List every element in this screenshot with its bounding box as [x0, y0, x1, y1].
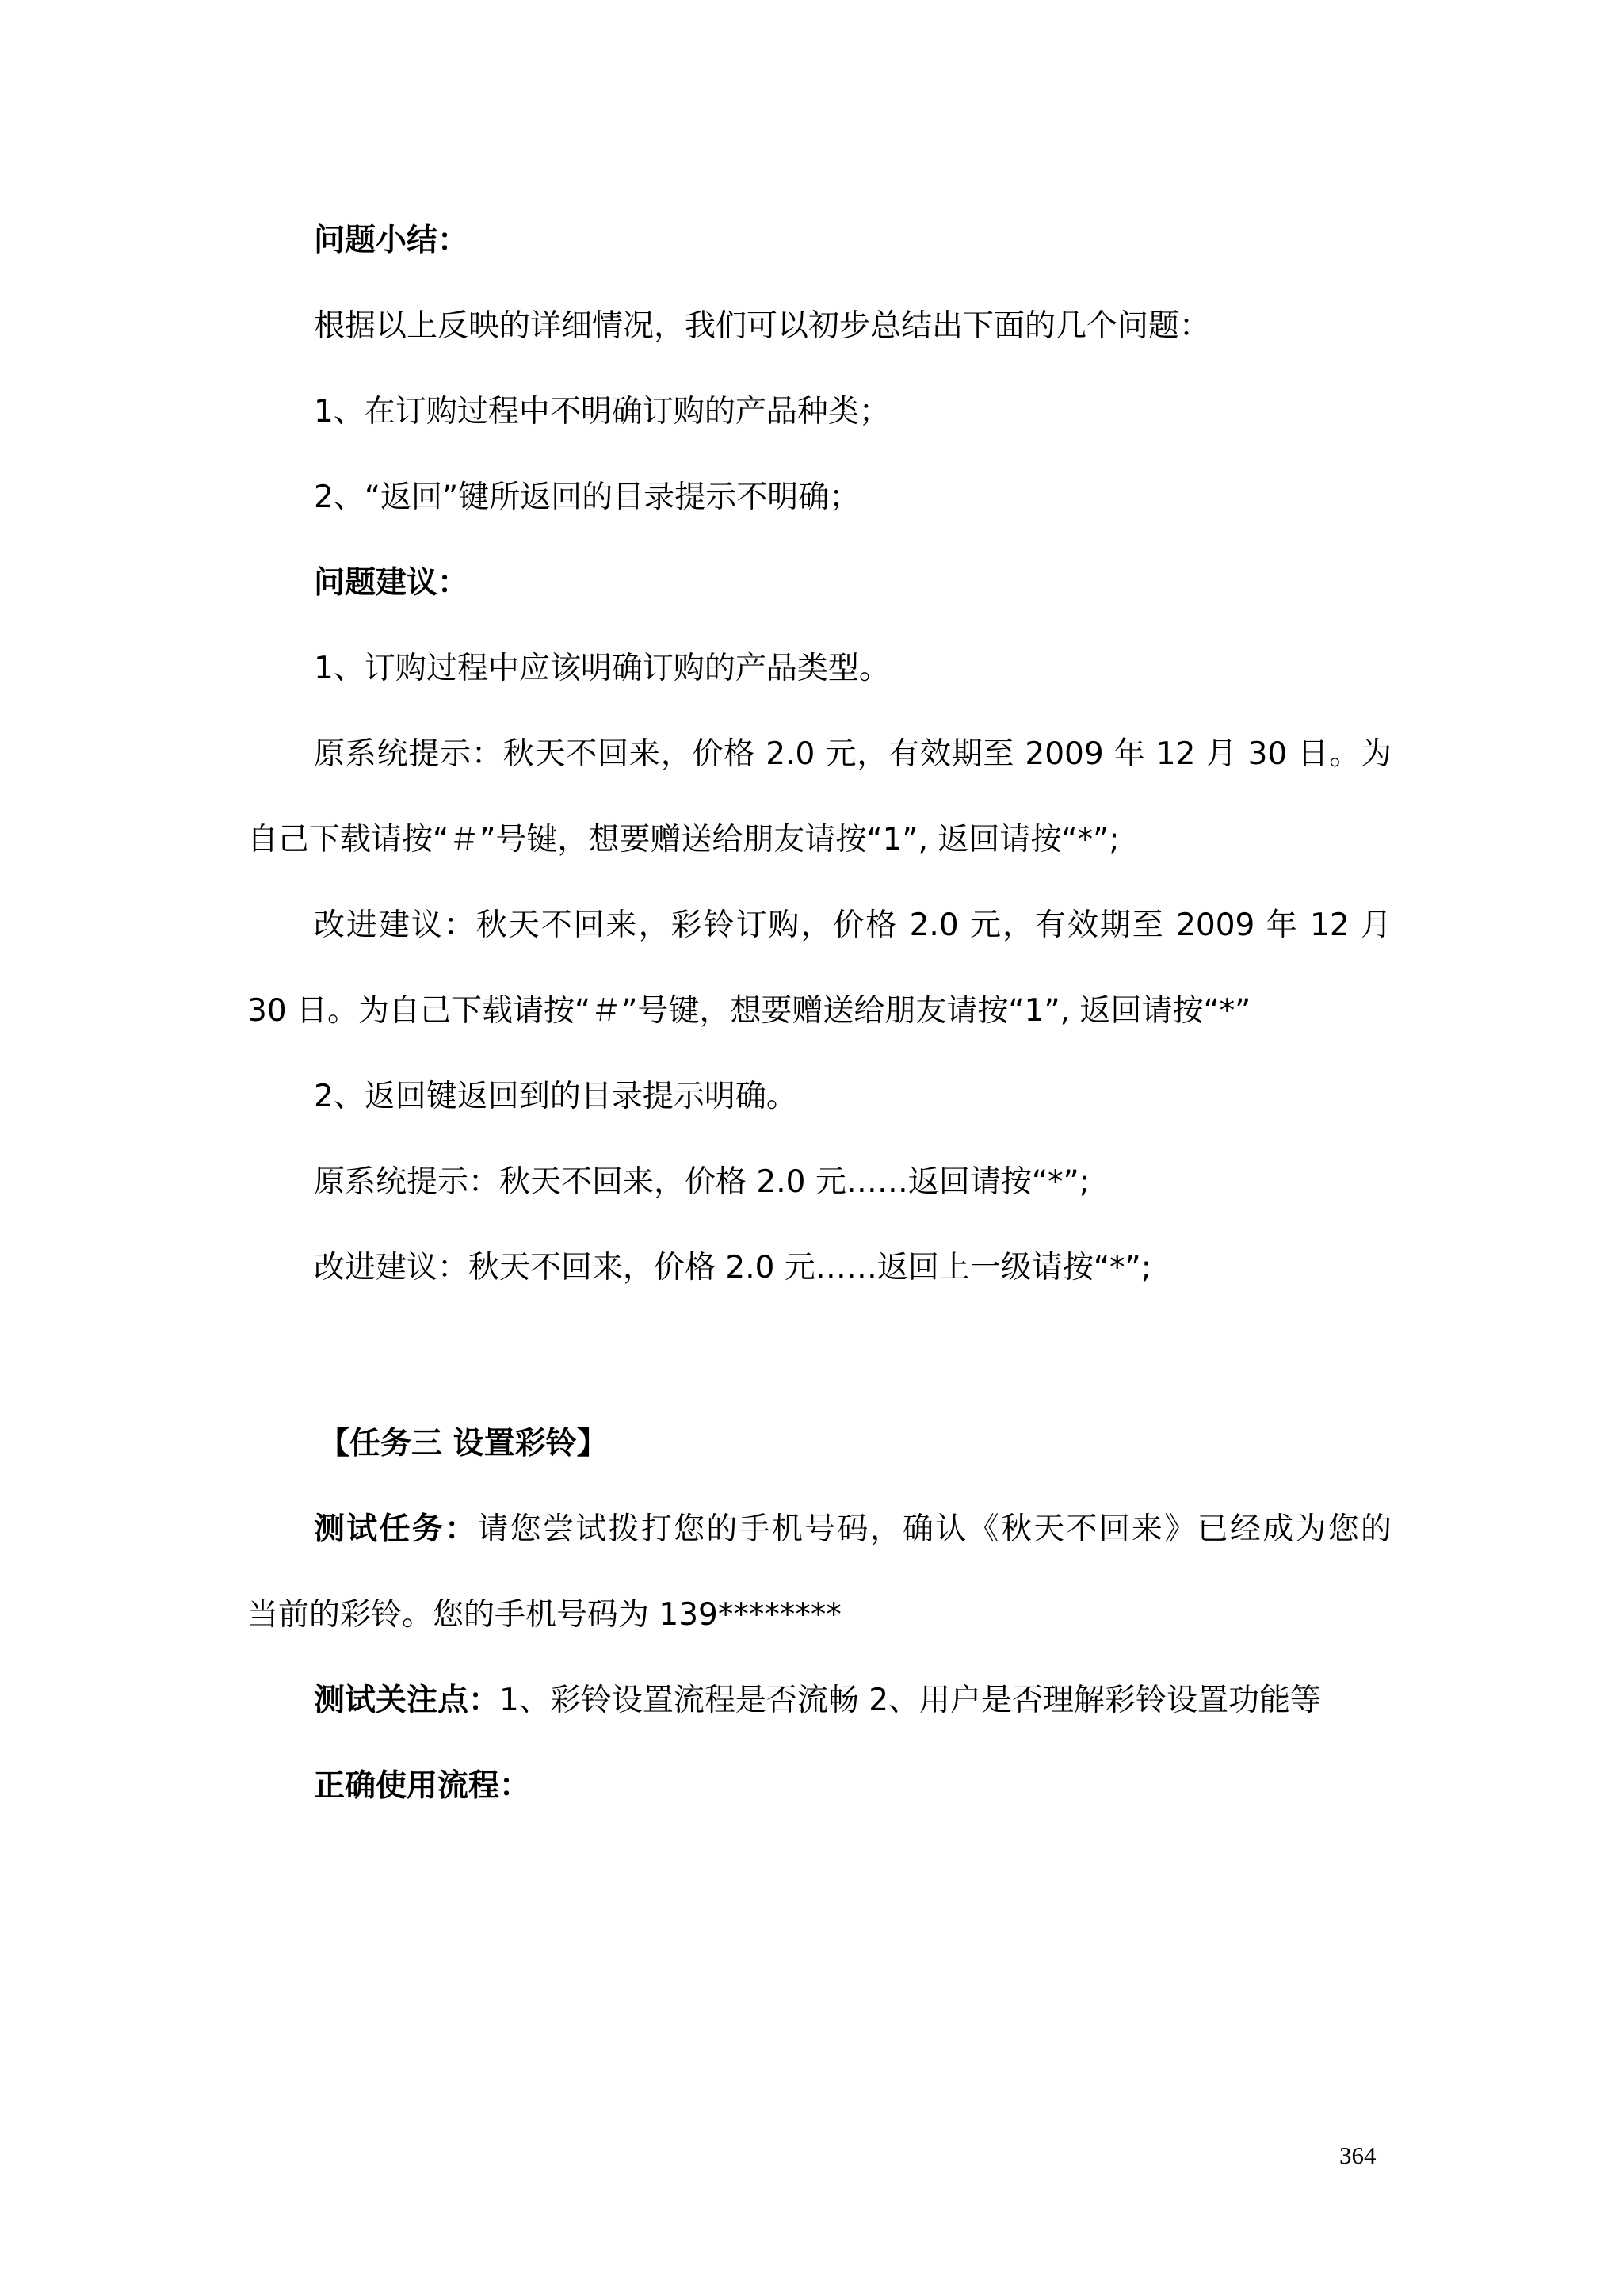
task3-task-text: 请您尝试拨打您的手机号码，确认《秋天不回来》已经成为您的 — [477, 1511, 1392, 1547]
suggestion-1-title: 1、订购过程中应该明确订购的产品类型。 — [314, 651, 890, 686]
task3-task-line2: 当前的彩铃。您的手机号码为 139******** — [247, 1597, 842, 1633]
summary-item-1: 1、在订购过程中不明确订购的产品种类； — [314, 394, 890, 430]
suggestion-1-improved-line1: 改进建议：秋天不回来，彩铃订购，价格 2.0 元，有效期至 2009 年 12 月 — [314, 907, 1392, 943]
task3-heading: 【任务三 设置彩铃】 — [319, 1426, 608, 1461]
suggestion-2-title: 2、返回键返回到的目录提示明确。 — [314, 1079, 797, 1114]
summary-intro: 根据以上反映的详细情况，我们可以初步总结出下面的几个问题： — [314, 308, 1211, 344]
summary-heading: 问题小结： — [314, 223, 469, 258]
suggestion-heading: 问题建议： — [314, 565, 469, 601]
task3-focus-label: 测试关注点： — [314, 1683, 500, 1718]
task3-focus-line — [314, 1680, 1321, 1721]
suggestion-1-original-line2: 自己下载请按“＃”号键，想要赠送给朋友请按“1”, 返回请按“*”; — [247, 822, 1120, 858]
suggestion-2-improved: 改进建议：秋天不回来，价格 2.0 元……返回上一级请按“*”; — [314, 1250, 1151, 1286]
task3-focus-text: 1、彩铃设置流程是否流畅 2、用户是否理解彩铃设置功能等 — [499, 1683, 1322, 1718]
page-number: 364 — [1339, 2141, 1377, 2169]
task3-task-label: 测试任务： — [314, 1511, 478, 1547]
suggestion-1-original-line1: 原系统提示：秋天不回来，价格 2.0 元，有效期至 2009 年 12 月 30 日。为 — [314, 736, 1392, 772]
summary-item-2: 2、“返回”键所返回的目录提示不明确； — [314, 479, 861, 515]
suggestion-1-improved-line2: 30 日。为自己下载请按“＃”号键，想要赠送给朋友请按“1”, 返回请按“*” — [247, 993, 1251, 1029]
suggestion-2-original: 原系统提示：秋天不回来，价格 2.0 元……返回请按“*”; — [314, 1164, 1090, 1200]
task3-task-line1 — [314, 1509, 1392, 1550]
task3-flow-heading: 正确使用流程： — [314, 1768, 531, 1804]
